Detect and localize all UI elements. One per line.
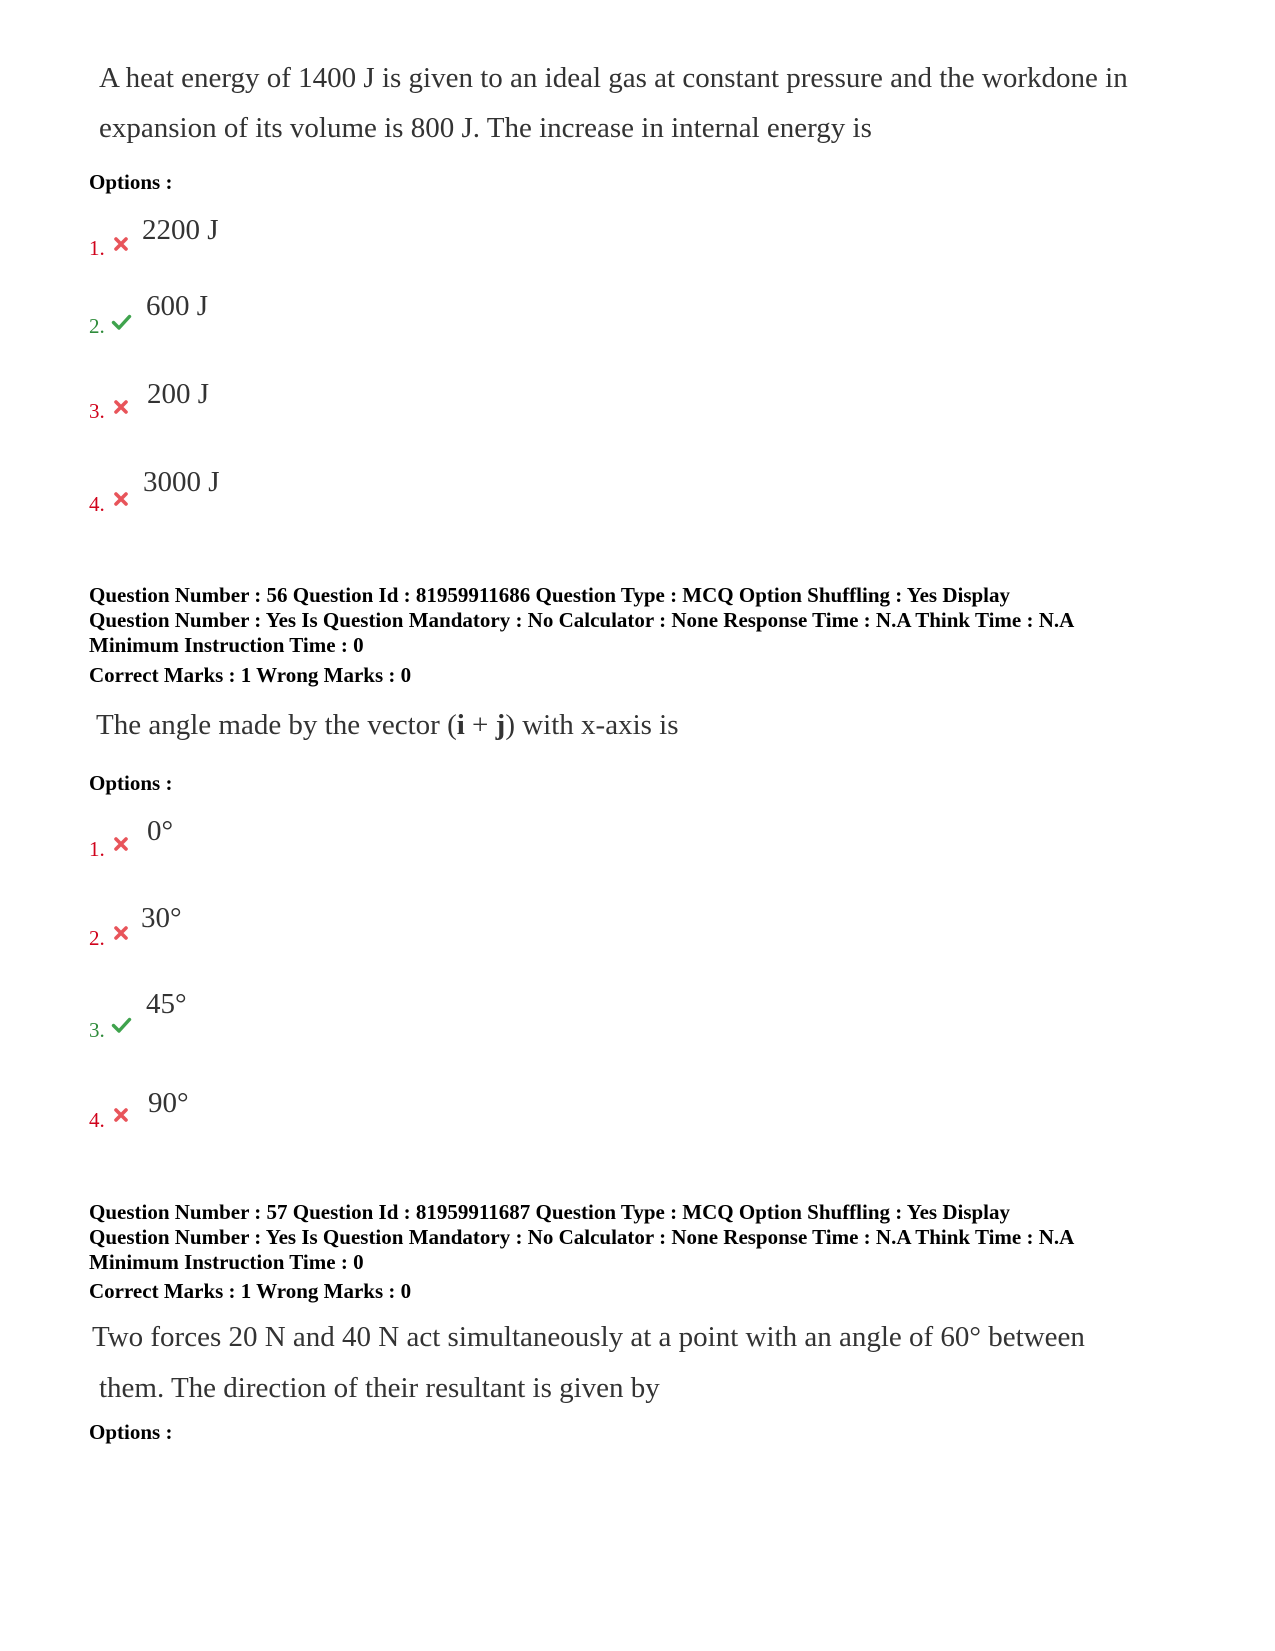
q56-meta-line3: Minimum Instruction Time : 0 (89, 633, 364, 657)
q57-meta-line2: Question Number : Yes Is Question Mandatory : No Calculator : None Response Time : N.A Think Time : N.A (89, 1225, 1075, 1249)
q56-meta-line1: Question Number : 56 Question Id : 81959911686 Question Type : MCQ Option Shuffling : Yes Display (89, 583, 1011, 607)
option-value: 0° (147, 815, 174, 847)
q56-meta-line2: Question Number : Yes Is Question Mandatory : No Calculator : None Response Time : N.A Think Time : N.A (89, 608, 1075, 632)
check-mark-icon (111, 314, 132, 330)
option-number: 2. (89, 314, 105, 338)
option-number: 1. (89, 837, 105, 861)
q57-marks: Correct Marks : 1 Wrong Marks : 0 (89, 1279, 412, 1303)
option-number: 4. (89, 1108, 105, 1132)
vector-i: i (456, 709, 465, 741)
option-number: 3. (89, 399, 105, 423)
option-number: 2. (89, 926, 105, 950)
cross-mark-icon (113, 491, 129, 507)
q55-text-line2: expansion of its volume is 800 J. The increase in internal energy is (99, 112, 872, 144)
q57-meta-line1: Question Number : 57 Question Id : 81959911687 Question Type : MCQ Option Shuffling : Yes Display (89, 1200, 1011, 1224)
q55-options-label: Options : (89, 170, 173, 194)
q57-options-label: Options : (89, 1420, 173, 1444)
option-value: 45° (146, 988, 187, 1020)
q56-question-text (96, 709, 679, 742)
q55-text-line1: A heat energy of 1400 J is given to an ideal gas at constant pressure and the workdone in (99, 62, 1128, 94)
option-value: 90° (148, 1087, 189, 1119)
q57-text-line1: Two forces 20 N and 40 N act simultaneously at a point with an angle of 60° between (92, 1321, 1085, 1353)
cross-mark-icon (113, 399, 129, 415)
q56-options-label: Options : (89, 771, 173, 795)
option-value: 2200 J (142, 214, 219, 246)
cross-mark-icon (113, 236, 129, 252)
option-number: 1. (89, 236, 105, 260)
option-number: 3. (89, 1018, 105, 1042)
cross-mark-icon (113, 836, 129, 852)
option-value: 30° (141, 902, 182, 934)
option-value: 200 J (147, 378, 210, 410)
q57-meta-line3: Minimum Instruction Time : 0 (89, 1250, 364, 1274)
check-mark-icon (111, 1017, 132, 1033)
option-value: 3000 J (143, 466, 220, 498)
q57-text-line2: them. The direction of their resultant is given by (99, 1372, 660, 1404)
cross-mark-icon (113, 925, 129, 941)
q56-text-pre: The angle made by the vector ( (96, 709, 457, 741)
option-number: 4. (89, 492, 105, 516)
q56-marks: Correct Marks : 1 Wrong Marks : 0 (89, 663, 412, 687)
vector-j: j (495, 709, 506, 741)
option-value: 600 J (146, 290, 209, 322)
q56-text-post: ) with x-axis is (505, 709, 679, 741)
q56-text-plus: + (464, 709, 496, 741)
cross-mark-icon (113, 1107, 129, 1123)
